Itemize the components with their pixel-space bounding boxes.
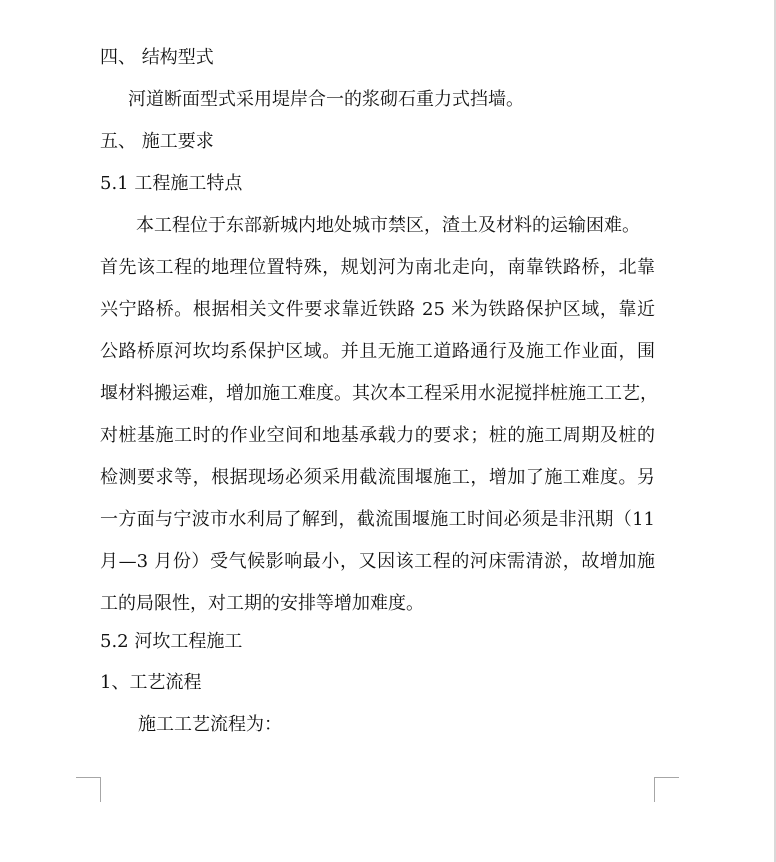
paragraph-process: 施工工艺流程为： xyxy=(138,714,282,735)
paragraph-line: 检测要求等，根据现场必须采用截流围堰施工，增加了施工难度。另 xyxy=(100,467,655,488)
paragraph-line: 堰材料搬运难，增加施工难度。其次本工程采用水泥搅拌桩施工工艺， xyxy=(100,383,658,404)
paragraph-line: 对桩基施工时的作业空间和地基承载力的要求；桩的施工周期及桩的 xyxy=(100,425,655,446)
paragraph-structure: 河道断面型式采用堤岸合一的浆砌石重力式挡墙。 xyxy=(128,89,524,110)
paragraph-line: 首先该工程的地理位置特殊，规划河为南北走向，南靠铁路桥，北靠 xyxy=(100,257,655,278)
item-heading-process: 1、工艺流程 xyxy=(100,672,202,693)
paragraph-line: 一方面与宁波市水利局了解到，截流围堰施工时间必须是非汛期（11 xyxy=(100,509,655,530)
subsection-heading-embankment: 5.2 河坎工程施工 xyxy=(100,631,243,652)
subsection-heading-features: 5.1 工程施工特点 xyxy=(100,173,243,194)
paragraph-line: 公路桥原河坎均系保护区域。并且无施工道路通行及施工作业面，围 xyxy=(100,341,655,362)
margin-corner-mark-right xyxy=(654,777,679,802)
section-heading-structure: 四、 结构型式 xyxy=(100,47,214,68)
paragraph-line: 工的局限性，对工期的安排等增加难度。 xyxy=(100,593,424,614)
paragraph-line: 本工程位于东部新城内地处城市禁区，渣土及材料的运输困难。 xyxy=(136,215,640,236)
paragraph-line: 兴宁路桥。根据相关文件要求靠近铁路 25 米为铁路保护区域，靠近 xyxy=(100,299,655,320)
section-heading-requirements: 五、 施工要求 xyxy=(100,131,214,152)
margin-corner-mark-left xyxy=(76,777,101,802)
paragraph-line: 月—3 月份）受气候影响最小，又因该工程的河床需清淤，故增加施 xyxy=(100,551,655,572)
